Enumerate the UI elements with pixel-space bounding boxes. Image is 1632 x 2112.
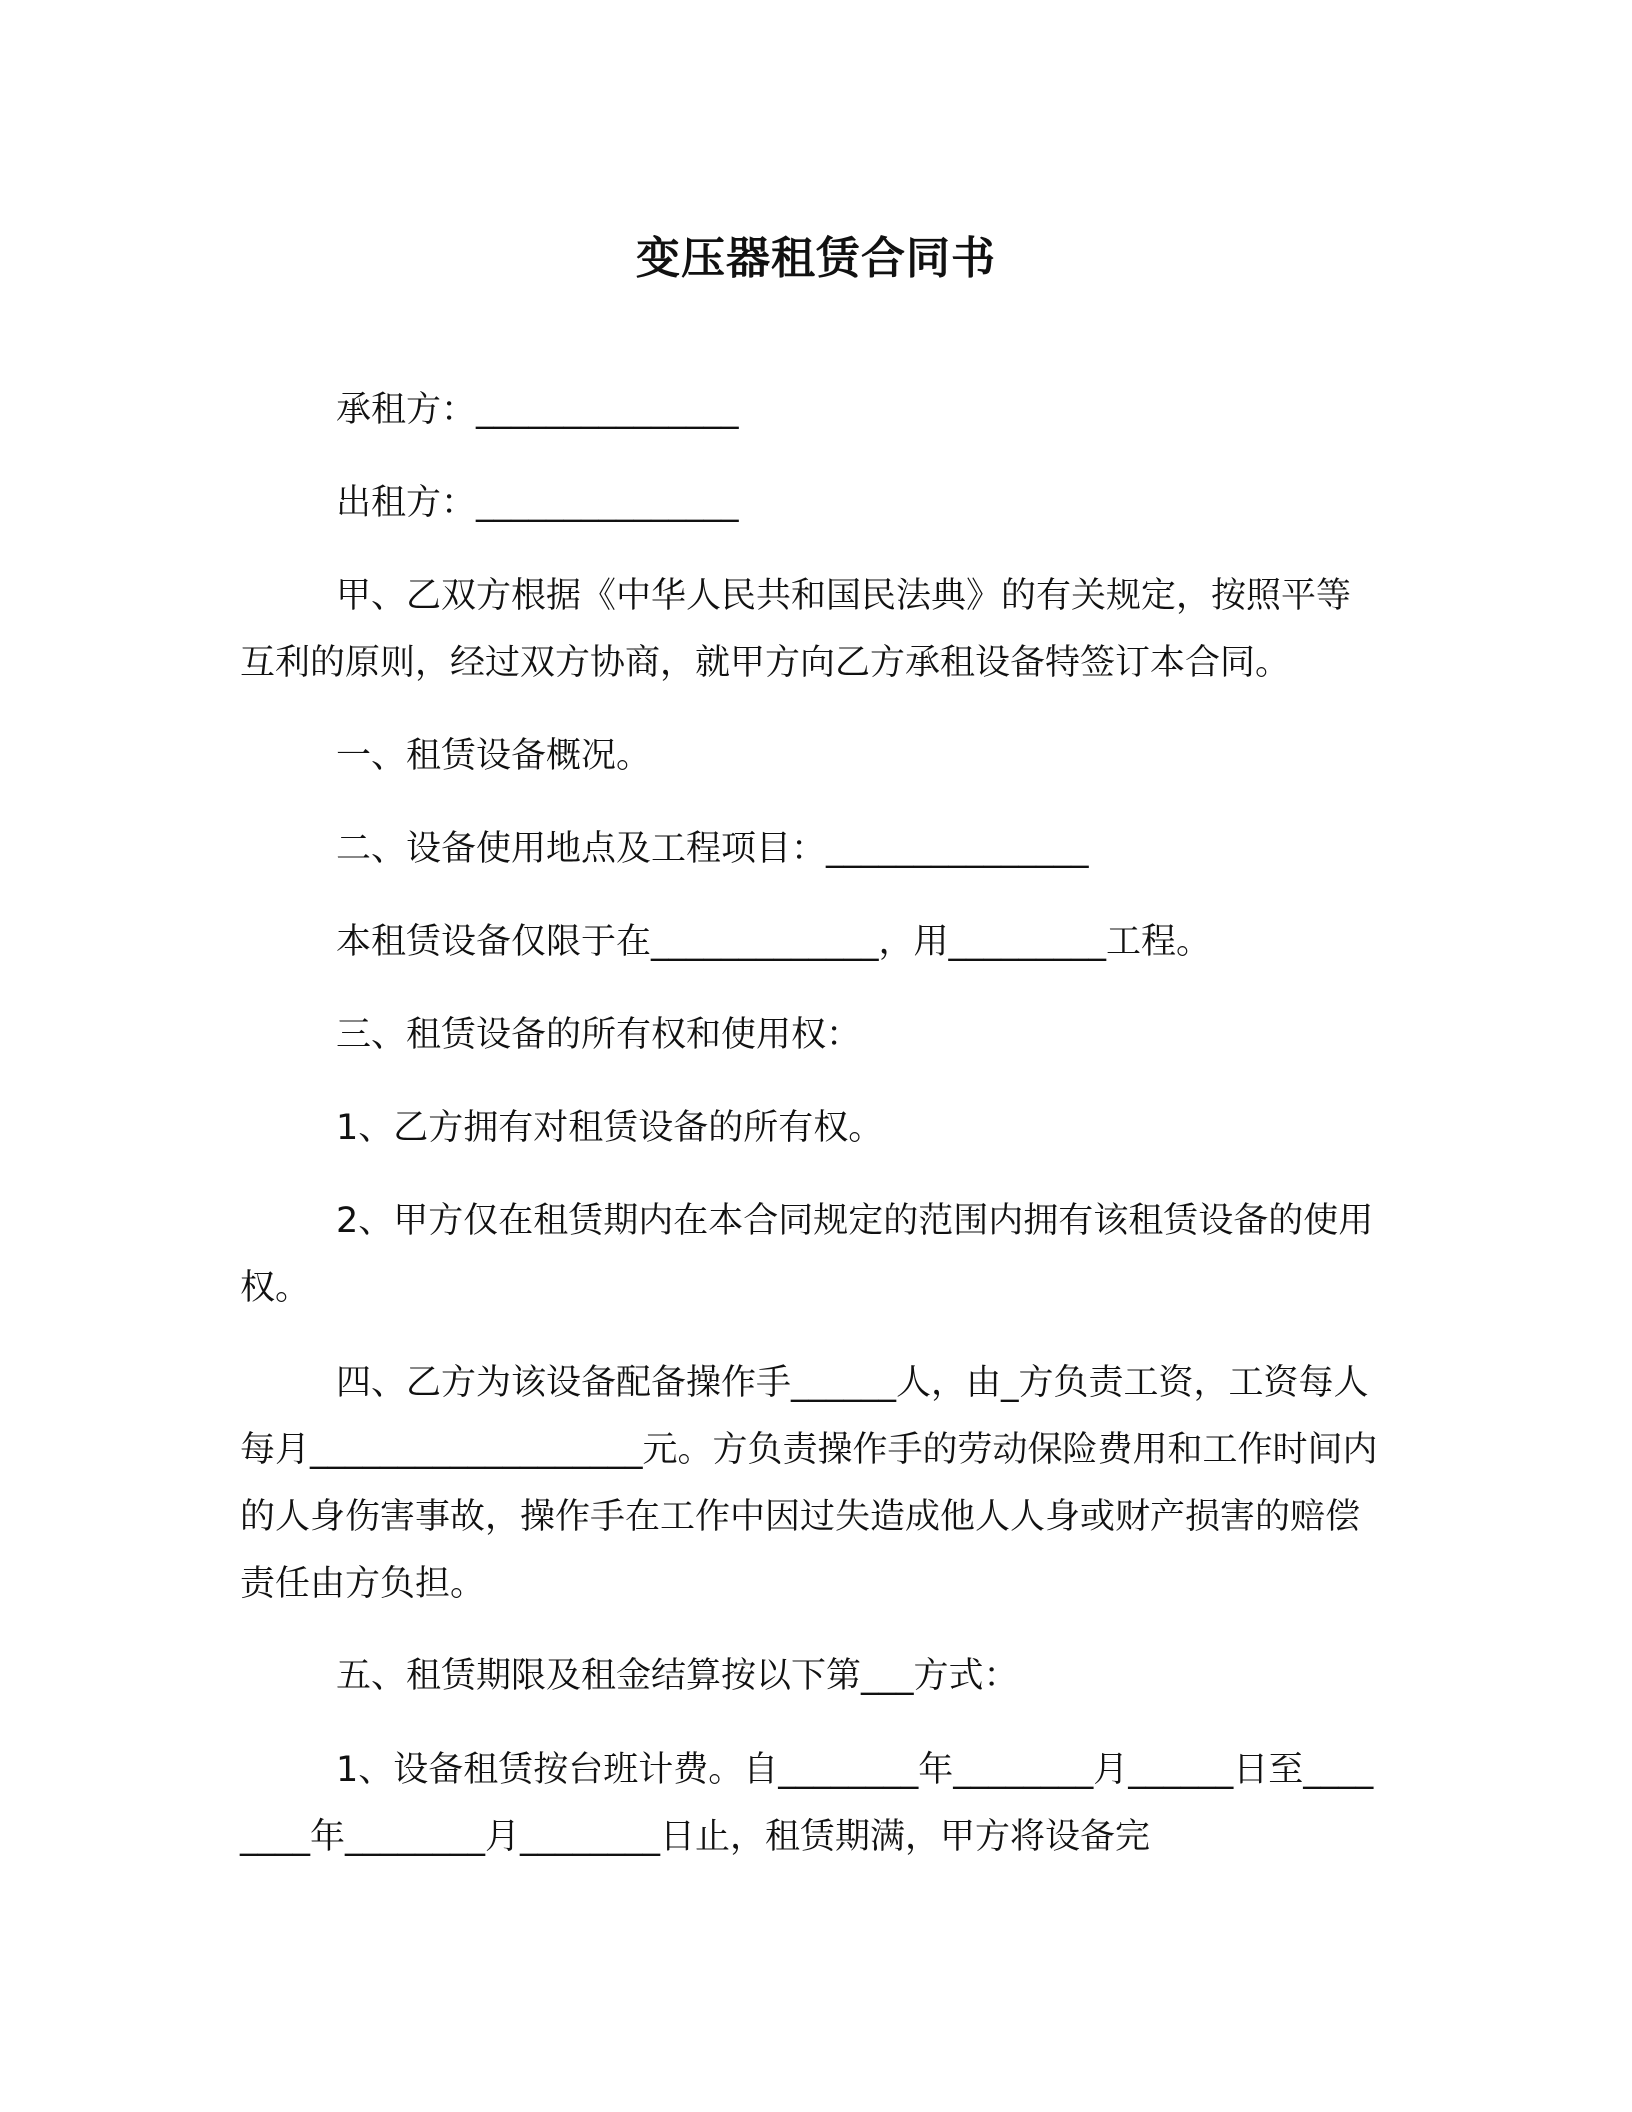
section-5-item-1: 1、设备租赁按台班计费。自________年________月______日至________年________月________日止，租赁期满，甲方将设备完 — [240, 1750, 1374, 1857]
document-title: 变压器租赁合同书 — [636, 233, 996, 284]
lessor-line: 出租方：_______________ — [336, 483, 739, 523]
section-3-item-2: 2、甲方仅在租赁期内在本合同规定的范围内拥有该租赁设备的使用权。 — [240, 1201, 1374, 1308]
section-4-paragraph: 四、乙方为该设备配备操作手______人，由_方负责工资，工资每人每月___________________元。方负责操作手的劳动保险费用和工作时间内的人身伤害事故，操作手在工作中因过失造成他人人身或财产损害的赔偿责任由方负担。 — [240, 1363, 1378, 1604]
section-3-item-1: 1、乙方拥有对租赁设备的所有权。 — [336, 1108, 884, 1148]
section-2-body: 本租赁设备仅限于在_____________，用_________工程。 — [336, 922, 1212, 962]
section-3-heading: 三、租赁设备的所有权和使用权： — [336, 1015, 862, 1055]
section-2-heading: 二、设备使用地点及工程项目：_______________ — [336, 829, 1089, 869]
section-1-heading: 一、租赁设备概况。 — [336, 736, 652, 776]
lessee-line: 承租方：_______________ — [336, 390, 739, 430]
section-5-heading: 五、租赁期限及租金结算按以下第___方式： — [336, 1656, 1019, 1696]
intro-paragraph: 甲、乙双方根据《中华人民共和国民法典》的有关规定，按照平等互利的原则，经过双方协商，就甲方向乙方承租设备特签订本合同。 — [240, 576, 1352, 683]
